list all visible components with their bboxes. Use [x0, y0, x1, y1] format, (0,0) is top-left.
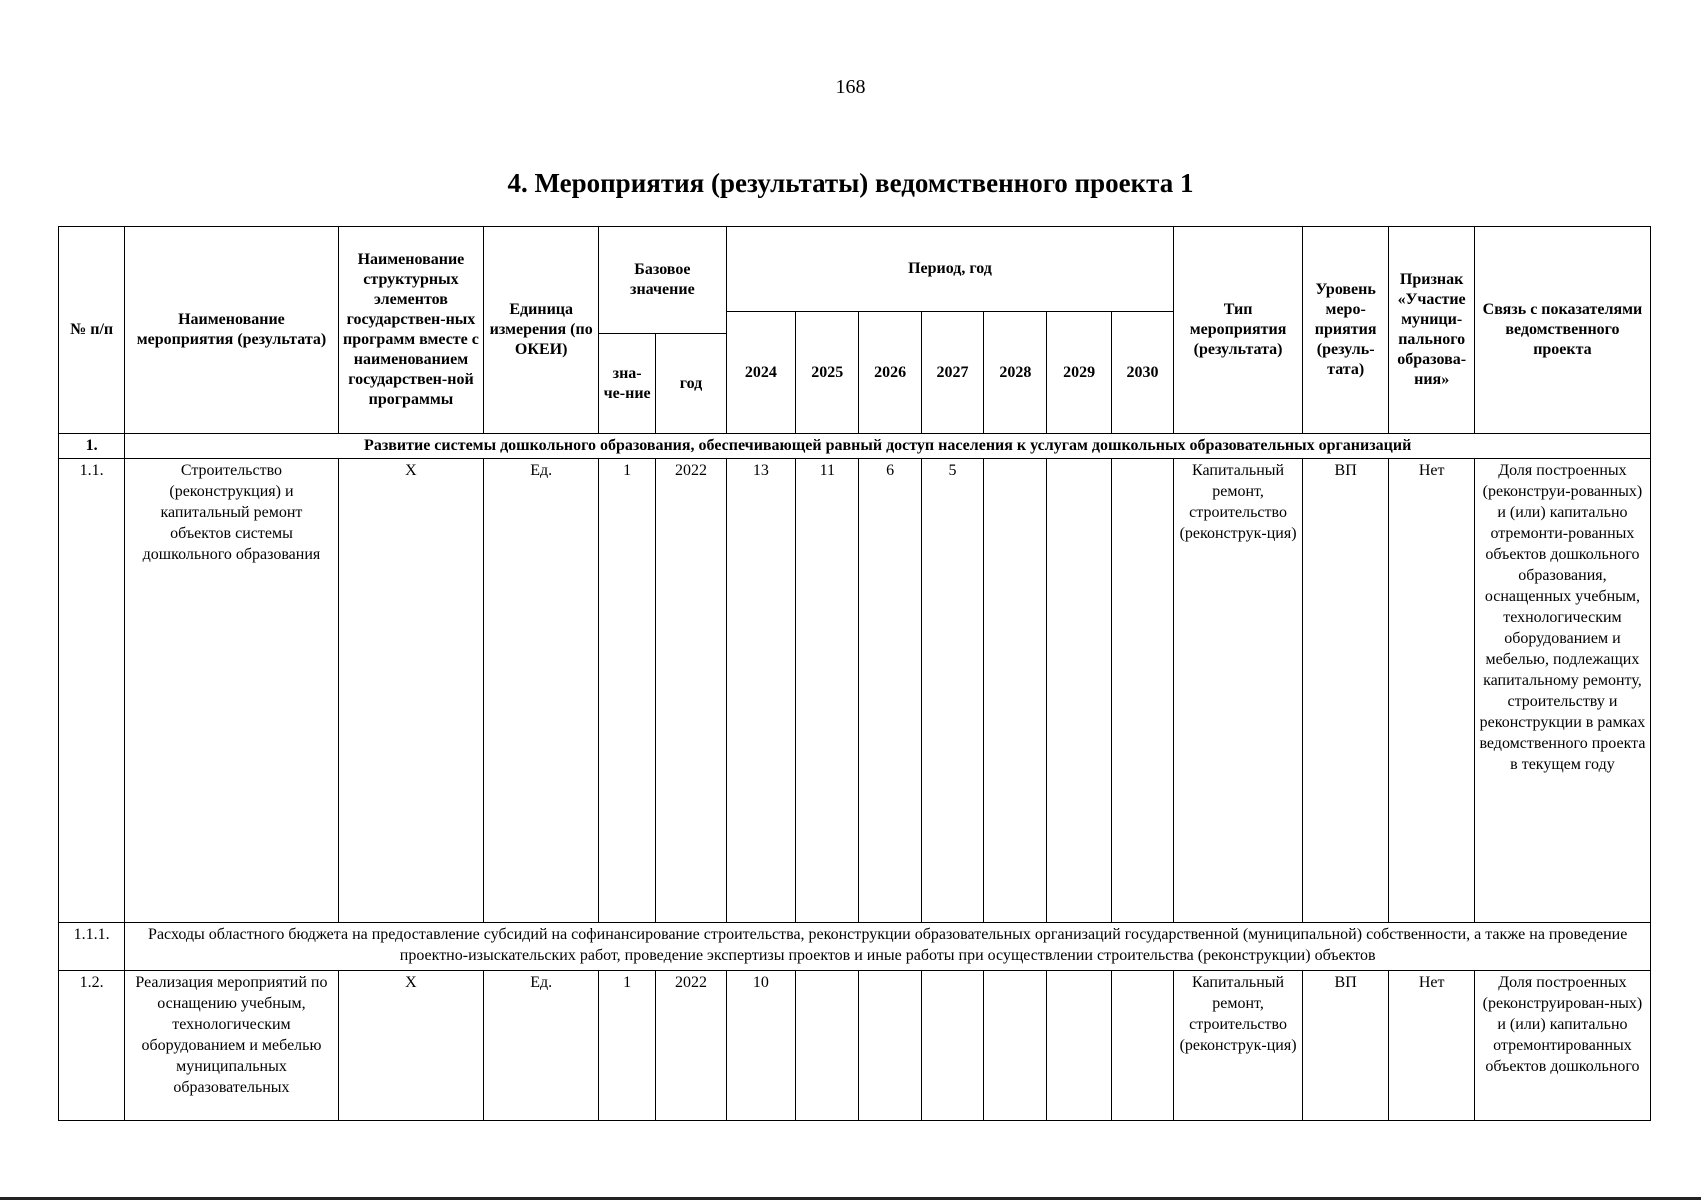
row-unit: Ед.	[484, 459, 599, 923]
section-num: 1.	[59, 434, 125, 459]
row-year-2029	[1047, 971, 1111, 1121]
row-year-2026: 6	[859, 459, 921, 923]
row-base-value: 1	[599, 971, 656, 1121]
header-flag: Признак «Участие муници-пального образова-ния»	[1389, 227, 1474, 434]
row-base-value: 1	[599, 459, 656, 923]
row-year-2028	[984, 459, 1047, 923]
row-level: ВП	[1302, 459, 1388, 923]
row-year-2024: 13	[726, 459, 795, 923]
header-year-2024: 2024	[726, 312, 795, 434]
row-struct: Х	[338, 971, 484, 1121]
header-base: Базовое значение	[599, 227, 727, 334]
measures-table	[58, 226, 1651, 1121]
header-year-2029: 2029	[1047, 312, 1111, 434]
row-num: 1.2.	[59, 971, 125, 1121]
row-struct: Х	[338, 459, 484, 923]
row-year-2025: 11	[796, 459, 859, 923]
row-year-2029	[1047, 459, 1111, 923]
row-base-year: 2022	[656, 459, 726, 923]
header-type: Тип мероприятия (результата)	[1174, 227, 1303, 434]
row-name: Строительство (реконструкция) и капитальный ремонт объектов системы дошкольного образования	[125, 459, 338, 923]
header-num: № п/п	[59, 227, 125, 434]
header-year-2027: 2027	[921, 312, 983, 434]
row-base-year: 2022	[656, 971, 726, 1121]
table-row	[59, 459, 1651, 923]
header-year-2026: 2026	[859, 312, 921, 434]
row-year-2028	[984, 971, 1047, 1121]
header-base-value: зна-че-ние	[599, 334, 656, 434]
row-unit: Ед.	[484, 971, 599, 1121]
subrow-num: 1.1.1.	[59, 923, 125, 971]
row-flag: Нет	[1389, 971, 1474, 1121]
header-link: Связь с показателями ведомственного проекта	[1474, 227, 1650, 434]
section-title: Развитие системы дошкольного образования, обеспечивающей равный доступ населения к услугам дошкольных образовательных организаций	[125, 434, 1651, 459]
header-name: Наименование мероприятия (результата)	[125, 227, 338, 434]
header-struct: Наименование структурных элементов государствен-ных программ вместе с наименованием государствен-ной программы	[338, 227, 484, 434]
header-year-2030: 2030	[1111, 312, 1173, 434]
row-year-2026	[859, 971, 921, 1121]
header-unit: Единица измерения (по ОКЕИ)	[484, 227, 599, 434]
row-num: 1.1.	[59, 459, 125, 923]
row-level: ВП	[1302, 971, 1388, 1121]
header-year-2028: 2028	[984, 312, 1047, 434]
row-year-2024: 10	[726, 971, 795, 1121]
subrow-text: Расходы областного бюджета на предоставление субсидий на софинансирование строительства, реконструкции образовательных организаций государственной (муниципальной) собственности, а также на проведение проектно-изыскательских работ, проведение экспертизы проектов и иные работы при осуществлении строительства (реконструкции) объектов	[125, 923, 1651, 971]
table-row	[59, 971, 1651, 1121]
page-title: 4. Мероприятия (результаты) ведомственного проекта 1	[507, 168, 1194, 198]
row-link: Доля построенных (реконструирован-ных) и (или) капитально отремонтированных объектов дошкольного	[1474, 971, 1650, 1121]
header-base-year: год	[656, 334, 726, 434]
row-year-2027: 5	[921, 459, 983, 923]
row-year-2025	[796, 971, 859, 1121]
header-period: Период, год	[726, 227, 1173, 312]
row-type: Капитальный ремонт, строительство (реконструк-ция)	[1174, 459, 1303, 923]
row-year-2030	[1111, 971, 1173, 1121]
row-name: Реализация мероприятий по оснащению учебным, технологическим оборудованием и мебелью муниципальных образовательных	[125, 971, 338, 1121]
header-level: Уровень меро-приятия (резуль-тата)	[1302, 227, 1388, 434]
row-year-2030	[1111, 459, 1173, 923]
header-year-2025: 2025	[796, 312, 859, 434]
page-number: 168	[835, 76, 866, 98]
row-year-2027	[921, 971, 983, 1121]
row-flag: Нет	[1389, 459, 1474, 923]
row-type: Капитальный ремонт, строительство (реконструк-ция)	[1174, 971, 1303, 1121]
row-link: Доля построенных (реконструи-рованных) и (или) капитально отремонти-рованных объектов дошкольного образования, оснащенных учебным, технологическим оборудованием и мебелью, подлежащих капитальному ремонту, строительству и реконструкции в рамках ведомственного проекта в текущем году	[1474, 459, 1650, 923]
